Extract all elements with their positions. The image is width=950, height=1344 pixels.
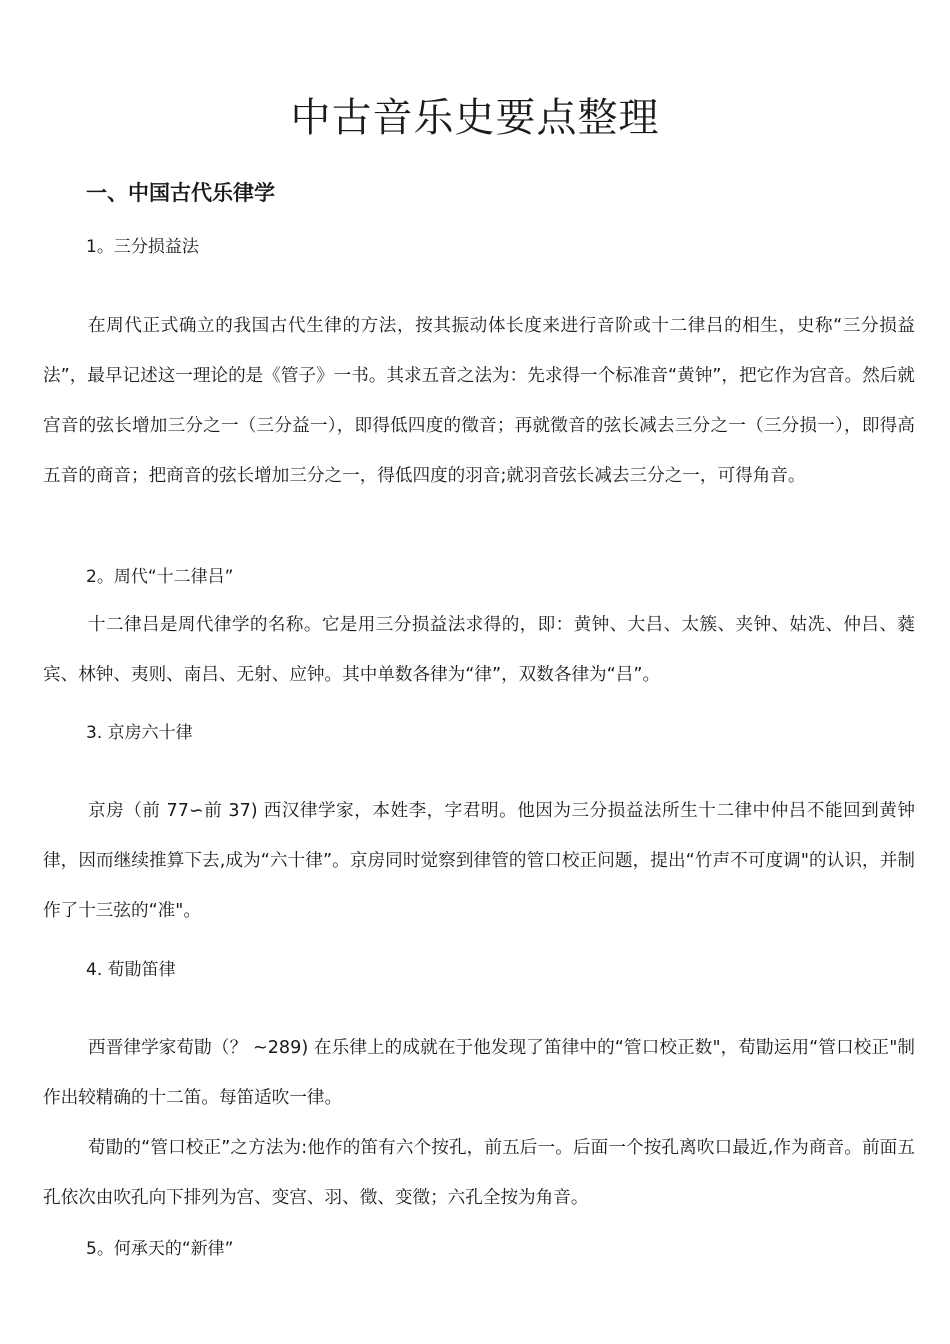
subsection-heading-5: 5。何承天的“新律” xyxy=(86,1239,234,1259)
paragraph: 京房（前 77∽前 37) 西汉律学家，本姓李，字君明。他因为三分损益法所生十二律中仲吕不能回到黄钟律，因而继续推算下去,成为“六十律”。京房同时觉察到律管的管口校正问题，提出“竹声不可度调"的认识，并制作了十三弦的“准"。 xyxy=(43,801,915,921)
subsection-heading-4: 4. 荀勖笛律 xyxy=(86,960,176,980)
subsection-heading-3: 3. 京房六十律 xyxy=(86,723,193,743)
paragraph: 十二律吕是周代律学的名称。它是用三分损益法求得的，即：黄钟、大吕、太簇、夹钟、姑冼、仲吕、蕤宾、林钟、夷则、南吕、无射、应钟。其中单数各律为“律”，双数各律为“吕”。 xyxy=(43,615,915,685)
page-title: 中古音乐史要点整理 xyxy=(290,95,660,141)
paragraph: 在周代正式确立的我国古代生律的方法，按其振动体长度来进行音阶或十二律吕的相生，史称“三分损益法”，最早记述这一理论的是《管子》一书。其求五音之法为：先求得一个标准音“黄钟”，把它作为宫音。然后就宫音的弦长增加三分之一（三分益一），即得低四度的徵音；再就徵音的弦长减去三分之一（三分损一），即得高五音的商音；把商音的弦长增加三分之一，得低四度的羽音;就羽音弦长减去三分之一，可得角音。 xyxy=(43,316,915,486)
subsection-heading-1: 1。三分损益法 xyxy=(86,237,199,257)
subsection-heading-2: 2。周代“十二律吕” xyxy=(86,567,234,587)
paragraph: 荀勖的“管口校正”之方法为:他作的笛有六个按孔，前五后一。后面一个按孔离吹口最近,作为商音。前面五孔依次由吹孔向下排列为宫、变宫、羽、徵、变徵；六孔全按为角音。 xyxy=(43,1138,915,1208)
section-heading: 一、中国古代乐律学 xyxy=(86,181,275,205)
paragraph: 西晋律学家荀勖（？ ~289) 在乐律上的成就在于他发现了笛律中的“管口校正数"，荀勖运用“管口校正"制作出较精确的十二笛。每笛适吹一律。 xyxy=(43,1038,915,1108)
